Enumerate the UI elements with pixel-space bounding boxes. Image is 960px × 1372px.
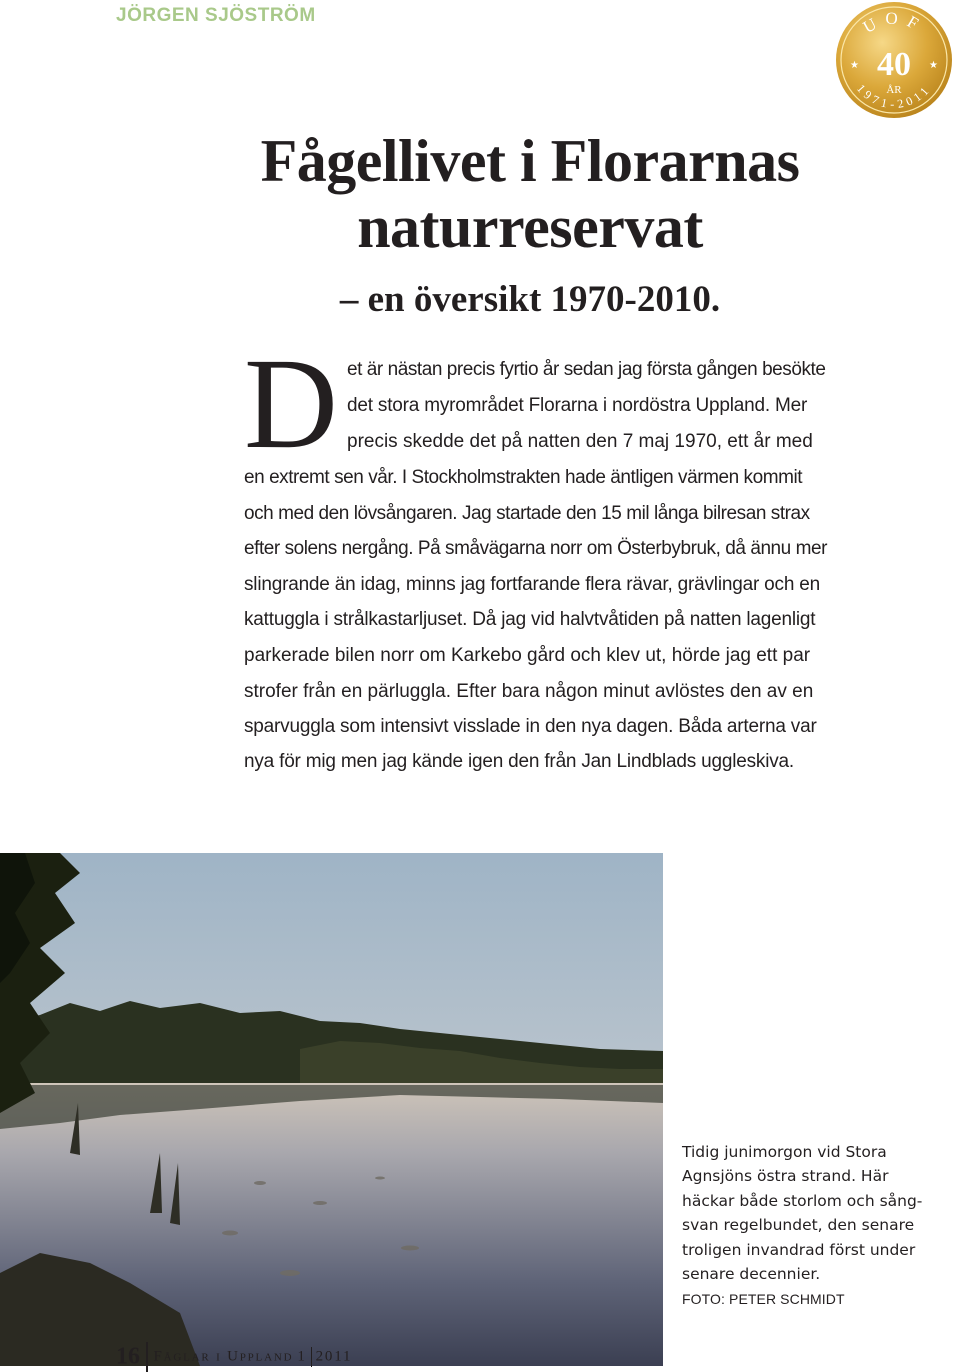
caption-line: Agnsjöns östra strand. Här — [682, 1167, 889, 1186]
title-line-2: naturreservat — [357, 194, 703, 260]
body-line: parkerade bilen norr om Karkebo gård och klev ut, hörde jag ett par — [244, 645, 811, 666]
body-line: och med den lövsångaren. Jag startade den 15 mil långa bilresan strax — [244, 503, 810, 524]
body-line: kattuggla i strålkastarljuset. Då jag vid halvtvåtiden på natten lagenligt — [244, 609, 816, 630]
body-line: strofer från en pärluggla. Efter bara någon minut avlöstes den av en — [244, 681, 814, 702]
issue-year: 2011 — [315, 1348, 353, 1365]
article-title — [180, 128, 880, 260]
caption-line: Tidig junimorgon vid Stora — [682, 1143, 887, 1161]
body-line: slingrande än idag, minns jag fortfarande flera rävar, grävlingar och en — [244, 574, 821, 595]
svg-text:UOF: UOF — [859, 8, 929, 38]
caption-line: senare decennier. — [682, 1265, 821, 1284]
footer-divider — [146, 1342, 148, 1372]
body-line: et är nästan precis fyrtio år sedan jag första gången besökte — [347, 359, 826, 380]
svg-text:40: 40 — [877, 46, 911, 83]
author-byline: JÖRGEN SJÖSTRÖM — [116, 5, 316, 26]
anniversary-seal-icon — [834, 0, 954, 120]
article-subtitle: – en översikt 1970-2010. — [339, 279, 721, 320]
issue-number: 1 — [297, 1348, 307, 1365]
magazine-name: Fåglar i Uppland — [153, 1348, 294, 1365]
title-line-1: Fågellivet i Florarnas — [260, 128, 800, 194]
page-number: 16 — [116, 1343, 140, 1370]
svg-text:★: ★ — [929, 60, 938, 71]
body-line: en extremt sen vår. I Stockholmstrakten hade äntligen värmen kommit — [244, 467, 803, 488]
svg-text:★: ★ — [850, 60, 859, 71]
lake-photo — [0, 853, 663, 1366]
caption-line: häckar både storlom och sång- — [682, 1191, 923, 1210]
body-line: sparvuggla som intensivt visslade in den nya dagen. Båda arterna var — [244, 716, 817, 737]
photo-credit: FOTO: PETER SCHMIDT — [682, 1291, 845, 1307]
caption-line: troligen invandrad först under — [682, 1240, 916, 1259]
body-line: precis skedde det på natten den 7 maj 1970, ett år med — [347, 431, 813, 452]
body-line: efter solens nergång. På småvägarna norr om Österbybruk, då ännu mer — [244, 538, 827, 559]
body-line: det stora myrområdet Florarna i nordöstra Uppland. Mer — [347, 395, 808, 416]
svg-text:ÅR: ÅR — [886, 84, 902, 96]
svg-text:1971-2011: 1971-2011 — [854, 81, 934, 112]
drop-cap: D — [244, 332, 338, 476]
caption-line: svan regelbundet, den senare — [682, 1216, 915, 1235]
page-footer — [116, 1342, 352, 1372]
body-line: nya för mig men jag kände igen den från Jan Lindblads uggleskiva. — [244, 751, 794, 772]
lake-landscape-image — [0, 853, 663, 1366]
footer-divider-small — [311, 1347, 312, 1367]
photo-caption — [682, 1140, 952, 1286]
